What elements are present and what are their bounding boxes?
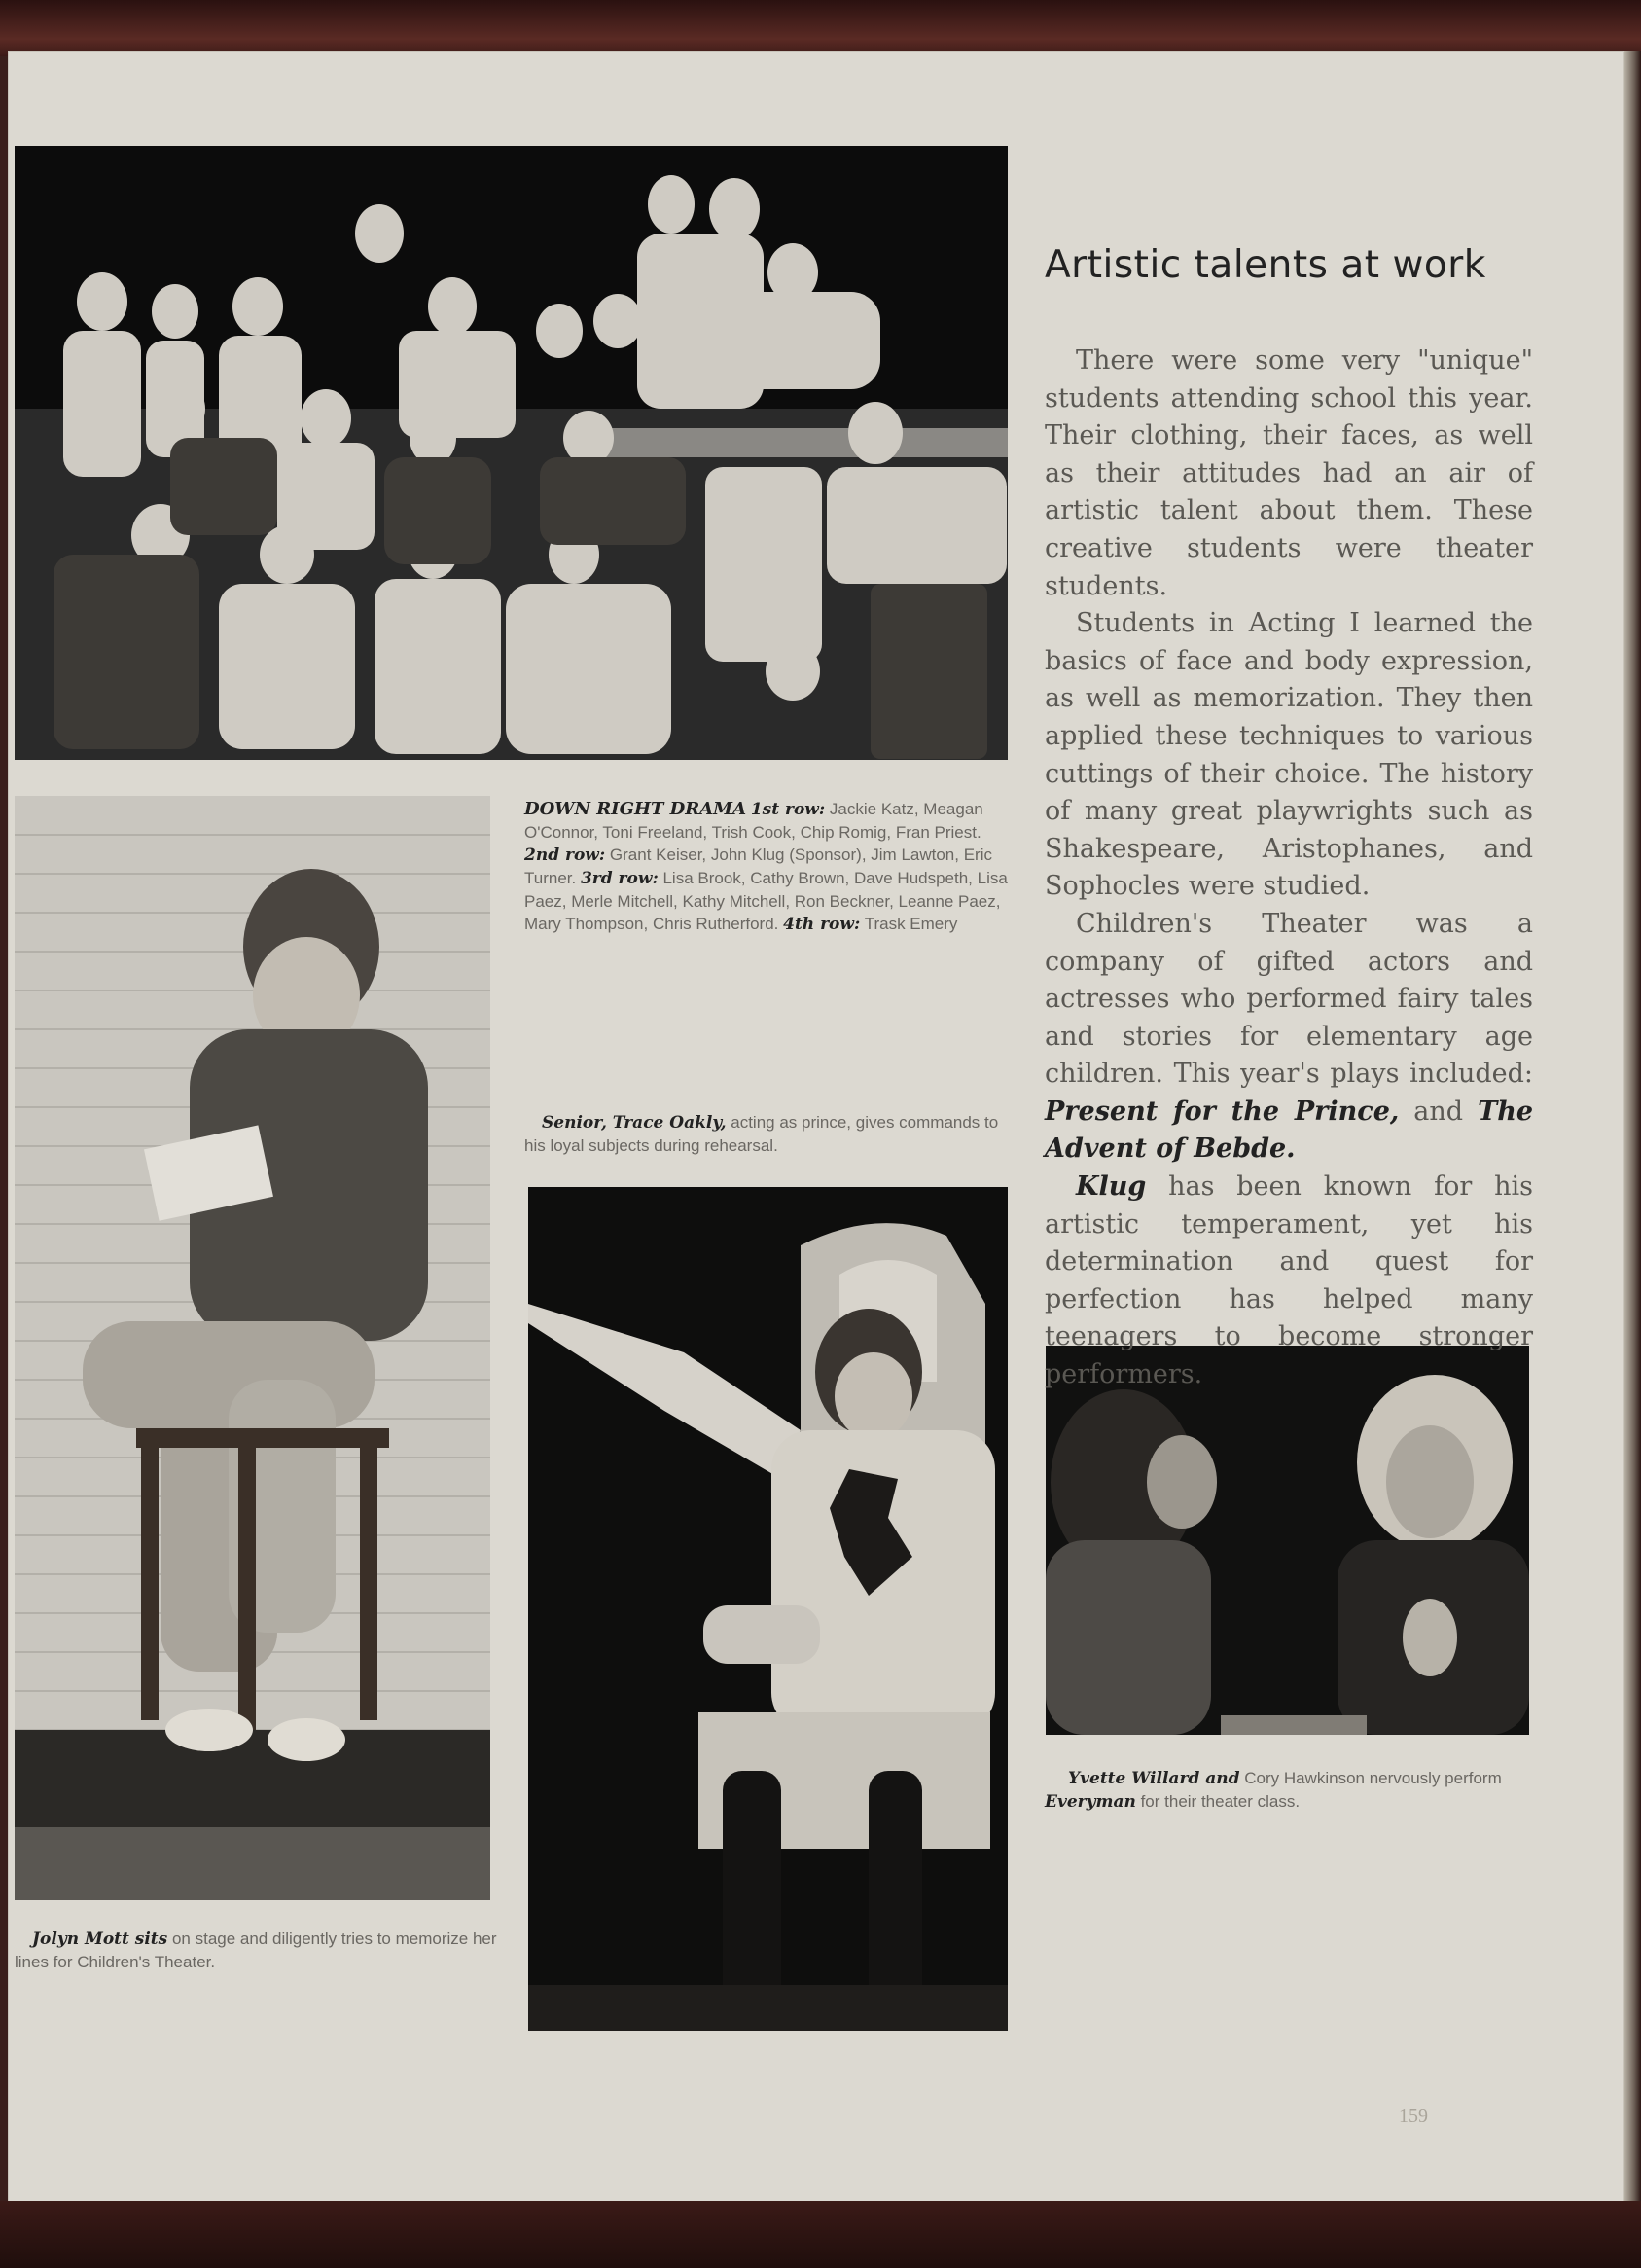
book-top-edge	[0, 0, 1641, 56]
book-bottom-edge	[0, 2201, 1641, 2268]
caption-text: acting as prince, gives commands to his loyal subjects during rehearsal.	[524, 1113, 999, 1155]
reading-photo-caption	[15, 1927, 501, 1973]
caption-text: Cory Hawkinson nervously perform	[1239, 1769, 1502, 1787]
row-names: Trask Emery	[860, 915, 958, 933]
caption-text: on stage and diligently tries to memorize her lines for Children's Theater.	[15, 1929, 497, 1971]
paragraph: Students in Acting I learned the basics of face and body expression, as well as memorization. They then applied these techniques to various cuttings of their choice. The history of many great playwrights such as Shakespeare, Aristophanes, and Sophocles were studied.	[1045, 608, 1533, 902]
play-title: The Advent of Bebde.	[1045, 1096, 1534, 1165]
group-photo-caption	[524, 798, 1011, 936]
article-body	[1045, 342, 1533, 1394]
paragraph-text: and	[1399, 1096, 1479, 1127]
row-names: Lisa Brook, Cathy Brown, Dave Hudspeth, Lisa Paez, Merle Mitchell, Kathy Mitchell, Ron Beckner, Leanne Paez, Mary Thompson, Chris Rutherford.	[524, 869, 1008, 933]
caption-text: for their theater class.	[1135, 1792, 1301, 1811]
book-spine-edge	[1624, 51, 1641, 2203]
paragraph	[1045, 1169, 1533, 1394]
duo-photo	[1046, 1346, 1529, 1735]
article-title: Artistic talents at work	[1045, 243, 1486, 287]
caption-lead: Senior, Trace Oakly,	[542, 1113, 727, 1133]
play-title: Everyman	[1045, 1792, 1136, 1812]
row-label: 3rd row:	[580, 869, 659, 888]
row-label: 2nd row:	[524, 846, 606, 865]
caption-lead: Yvette Willard and	[1068, 1769, 1240, 1788]
sponsor-name: Klug	[1076, 1171, 1147, 1203]
paragraph: There were some very "unique" students attending school this year. Their clothing, their faces, as well as their attitudes had an air of artistic talent about them. These creative students were theater students.	[1045, 345, 1533, 601]
row-label: 1st row:	[750, 800, 826, 819]
row-names: Jackie Katz, Meagan O'Connor, Toni Freeland, Trish Cook, Chip Romig, Fran Priest.	[524, 800, 983, 842]
duo-photo-caption	[1045, 1767, 1541, 1814]
row-label: 4th row:	[783, 915, 861, 934]
paragraph-text: Children's Theater was a company of gifted actors and actresses who performed fairy tales and stories for elementary age children. This year's plays included:	[1045, 908, 1533, 1090]
paragraph-text: has been known for his artistic temperament, yet his determination and quest for perfection has helped many teenagers to become stronger performers.	[1045, 1171, 1533, 1390]
caption-lead: Jolyn Mott sits	[32, 1929, 168, 1949]
prince-photo	[528, 1187, 1008, 2031]
caption-lead: DOWN RIGHT DRAMA	[524, 799, 747, 819]
reading-photo	[15, 796, 490, 1900]
group-photo	[15, 146, 1008, 760]
paragraph	[1045, 906, 1533, 1169]
page-number: 159	[1399, 2106, 1428, 2127]
row-names: Grant Keiser, John Klug (Sponsor), Jim Lawton, Eric Turner.	[524, 846, 992, 887]
prince-photo-caption	[524, 1111, 1011, 1157]
play-title: Present for the Prince,	[1045, 1096, 1400, 1127]
